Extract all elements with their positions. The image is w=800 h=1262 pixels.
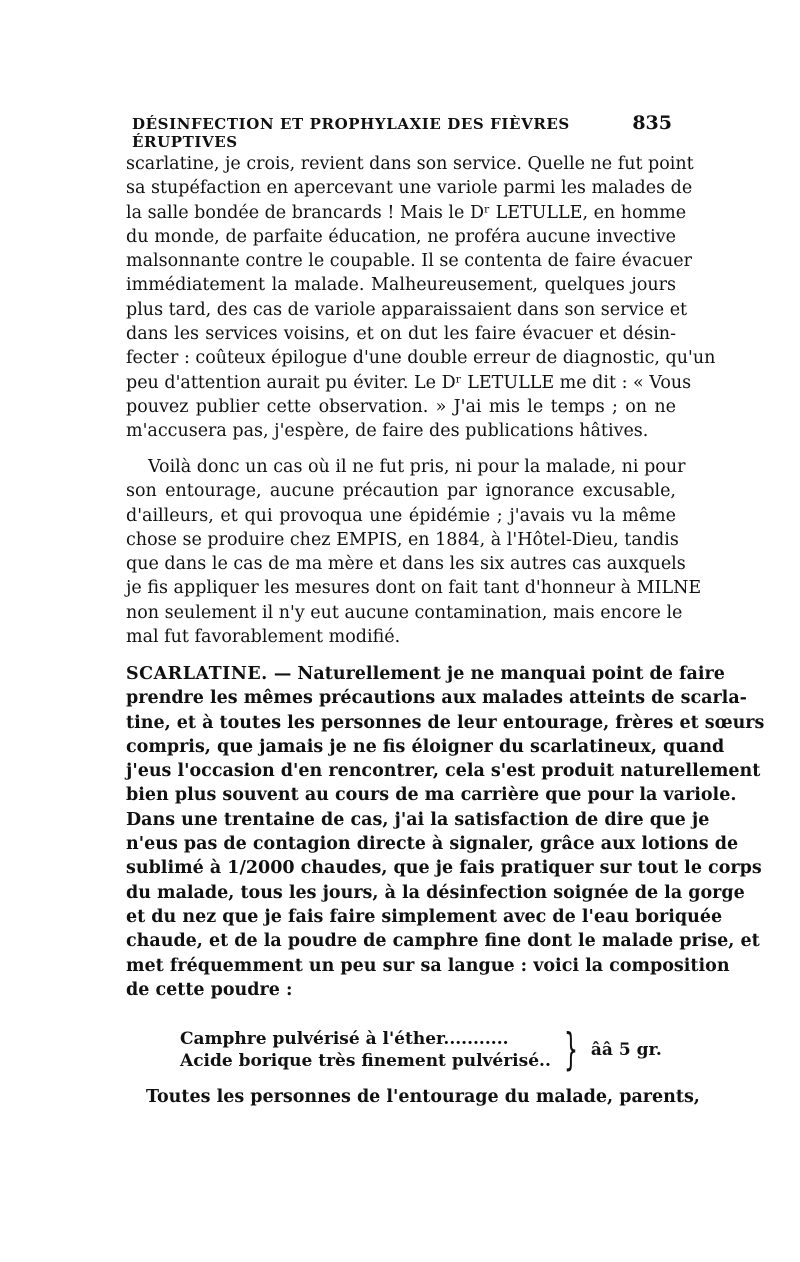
text-line: je fis appliquer les mesures dont on fait tant d'honneur à MILNE bbox=[126, 578, 702, 599]
text-line: non seulement il n'y eut aucune contamination, mais encore le bbox=[126, 602, 683, 623]
running-header bbox=[132, 112, 672, 151]
text-line: du malade, tous les jours, à la désinfection soignée de la gorge bbox=[126, 882, 745, 903]
text-line: met fréquemment un peu sur sa langue : voici la composition bbox=[126, 955, 730, 976]
text-line: immédiatement la malade. Malheureusement, quelques jours bbox=[126, 275, 676, 296]
text-line: prendre les mêmes précautions aux malades atteints de scarla- bbox=[126, 688, 747, 709]
text-line: mal fut favorablement modifié. bbox=[126, 627, 401, 648]
section-heading: SCARLATINE. bbox=[126, 664, 268, 684]
paragraph-2 bbox=[126, 455, 702, 649]
text-line: et du nez que je fais faire simplement avec de l'eau boriquée bbox=[126, 906, 723, 927]
text-line: plus tard, des cas de variole apparaissaient dans son service et bbox=[126, 299, 688, 320]
text-line: que dans le cas de ma mère et dans les six autres cas auxquels bbox=[126, 554, 686, 575]
text-line: pouvez publier cette observation. » J'ai mis le temps ; on ne bbox=[126, 396, 676, 417]
page-number: 835 bbox=[632, 112, 672, 134]
ingredient-line: Acide borique très finement pulvérisé.. bbox=[180, 1051, 551, 1071]
text-line: sublimé à 1/2000 chaudes, que je fais pratiquer sur tout le corps bbox=[126, 858, 762, 879]
final-line: Toutes les personnes de l'entourage du malade, parents, bbox=[146, 1087, 700, 1107]
text-fragment: — Naturellement je ne manquai point de faire bbox=[267, 664, 725, 684]
formula-ingredients bbox=[180, 1028, 551, 1072]
text-line: dans les services voisins, et on dut les faire évacuer et désin- bbox=[126, 324, 676, 345]
paragraph-3 bbox=[126, 662, 765, 1002]
text-line: son entourage, aucune précaution par ignorance excusable, bbox=[126, 481, 676, 502]
text-line: Dans une trentaine de cas, j'ai la satisfaction de dire que je bbox=[126, 809, 710, 830]
text-line: la salle bondée de brancards ! Mais le Dʳ LETULLE, en homme bbox=[126, 202, 687, 223]
text-line: n'eus pas de contagion directe à signaler, grâce aux lotions de bbox=[126, 834, 739, 855]
text-line: m'accusera pas, j'espère, de faire des publications hâtives. bbox=[126, 421, 649, 442]
text-line: malsonnante contre le coupable. Il se contenta de faire évacuer bbox=[126, 251, 692, 272]
text-line: sa stupéfaction en apercevant une variole parmi les malades de bbox=[126, 178, 693, 199]
text-line: d'ailleurs, et qui provoqua une épidémie ; j'avais vu la même bbox=[126, 505, 676, 526]
text-line: tine, et à toutes les personnes de leur entourage, frères et sœurs bbox=[126, 712, 765, 733]
text-line: j'eus l'occasion d'en rencontrer, cela s'est produit naturellement bbox=[126, 761, 761, 782]
text-line: compris, que jamais je ne fis éloigner du scarlatineux, quand bbox=[126, 736, 725, 757]
ingredient-line: Camphre pulvérisé à l'éther........... bbox=[180, 1029, 509, 1049]
text-line: Voilà donc un cas où il ne fut pris, ni pour la malade, ni pour bbox=[148, 457, 686, 477]
text-line: peu d'attention aurait pu éviter. Le Dʳ LETULLE me dit : « Vous bbox=[126, 372, 692, 393]
text-line: chose se produire chez EMPIS, en 1884, à l'Hôtel-Dieu, tandis bbox=[126, 529, 679, 550]
running-title: DÉSINFECTION ET PROPHYLAXIE DES FIÈVRES ÉRUPTIVES bbox=[132, 115, 570, 151]
text-line: scarlatine, je crois, revient dans son service. Quelle ne fut point bbox=[126, 154, 694, 174]
powder-formula bbox=[180, 1024, 662, 1075]
formula-dose: ââ 5 gr. bbox=[590, 1040, 662, 1060]
text-line: chaude, et de la poudre de camphre fine dont le malade prise, et bbox=[126, 931, 760, 952]
right-brace-icon: } bbox=[563, 1024, 578, 1075]
text-line bbox=[126, 662, 725, 686]
text-line: du monde, de parfaite éducation, ne proféra aucune invective bbox=[126, 226, 676, 247]
text-line: bien plus souvent au cours de ma carrière que pour la variole. bbox=[126, 785, 737, 806]
text-line: de cette poudre : bbox=[126, 979, 293, 1000]
text-line: fecter : coûteux épilogue d'une double erreur de diagnostic, qu'un bbox=[126, 348, 716, 369]
paragraph-1 bbox=[126, 152, 716, 444]
